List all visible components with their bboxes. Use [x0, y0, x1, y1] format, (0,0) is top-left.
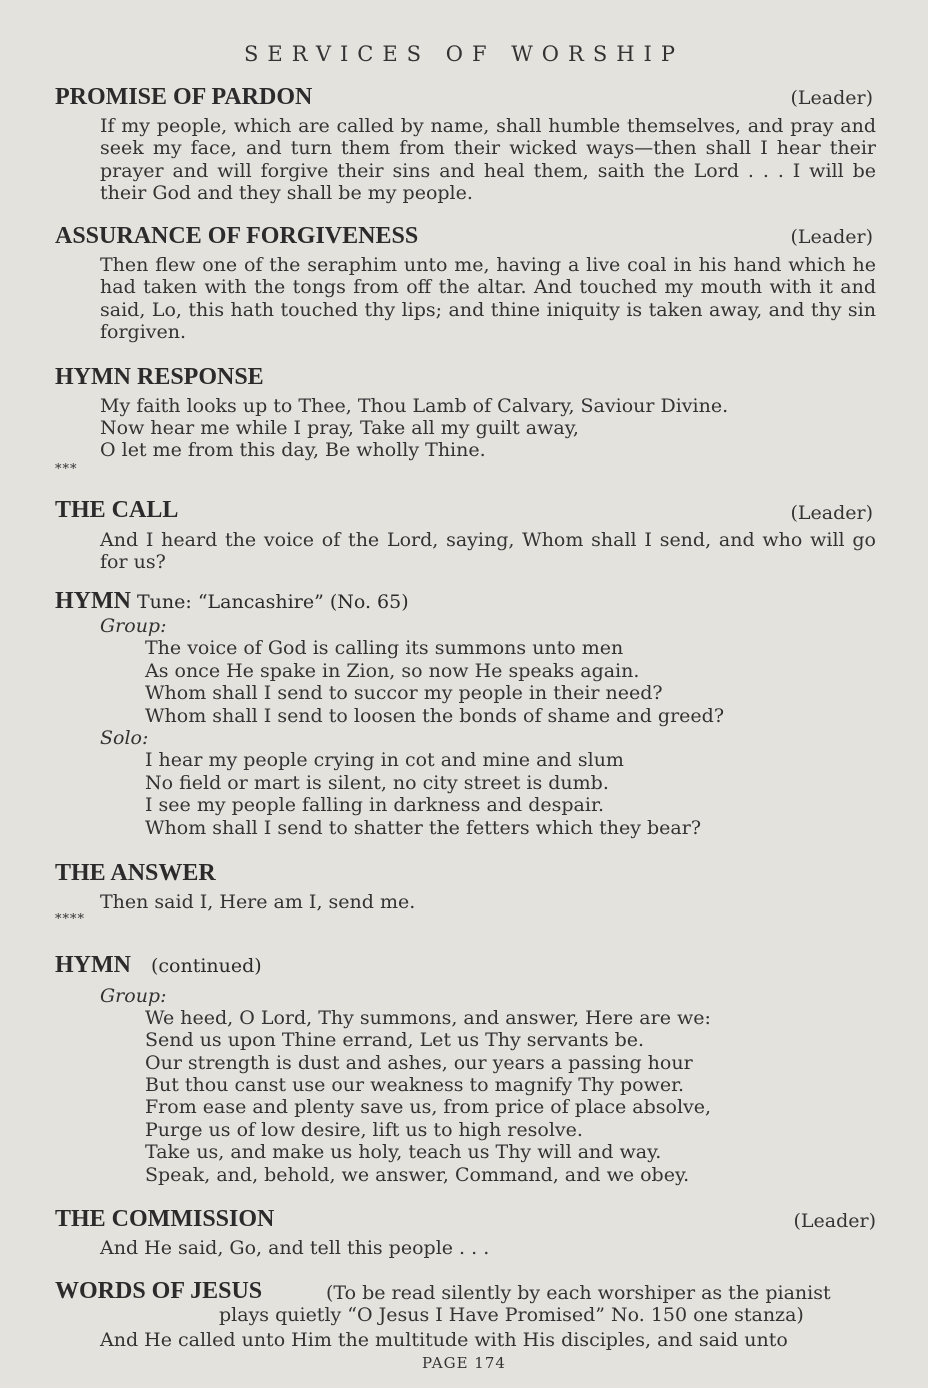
- role-leader: (Leader): [790, 502, 873, 524]
- hymn-line: Whom shall I send to succor my people in their need?: [145, 682, 663, 704]
- hymn-line: Purge us of low desire, lift us to high resolve.: [145, 1119, 583, 1141]
- hymn-line: I see my people falling in darkness and despair.: [145, 794, 604, 816]
- role-leader: (Leader): [793, 1210, 876, 1232]
- role-leader: (Leader): [790, 226, 873, 248]
- hymn-response-line: Now hear me while I pray, Take all my guilt away,: [100, 417, 579, 439]
- section-divider-stars: ***: [55, 462, 78, 477]
- heading-promise-of-pardon: PROMISE OF PARDON: [55, 84, 313, 110]
- role-leader: (Leader): [790, 87, 873, 109]
- heading-hymn-continued: [55, 952, 262, 979]
- hymn-line: The voice of God is calling its summons unto men: [145, 637, 624, 659]
- hymn-line: No field or mart is silent, no city street is dumb.: [145, 772, 609, 794]
- words-note: (To be read silently by each worshiper as the pianist: [326, 1282, 831, 1304]
- heading-hymn-response: HYMN RESPONSE: [55, 364, 264, 390]
- hymn-title: HYMN: [55, 588, 131, 614]
- section-divider-stars: ****: [55, 912, 85, 927]
- heading-the-call: THE CALL: [55, 497, 179, 523]
- hymn-line: But thou canst use our weakness to magnify Thy power.: [145, 1074, 685, 1096]
- hymn-title: HYMN: [55, 952, 131, 978]
- hymn-continued-note: (continued): [150, 955, 262, 977]
- hymn-line: As once He spake in Zion, so now He speaks again.: [145, 660, 640, 682]
- words-text: And He called unto Him the multitude with His disciples, and said unto: [100, 1329, 788, 1351]
- group-label: Group:: [100, 615, 167, 637]
- group-label: Group:: [100, 985, 167, 1007]
- heading-assurance-of-forgiveness: ASSURANCE OF FORGIVENESS: [55, 223, 419, 249]
- solo-label: Solo:: [100, 727, 149, 749]
- hymn-line: Speak, and, behold, we answer, Command, and we obey.: [145, 1164, 690, 1186]
- hymn-line: We heed, O Lord, Thy summons, and answer, Here are we:: [145, 1007, 711, 1029]
- hymn-response-line: My faith looks up to Thee, Thou Lamb of Calvary, Saviour Divine.: [100, 395, 729, 417]
- words-note: plays quietly “O Jesus I Have Promised” No. 150 one stanza): [219, 1304, 804, 1326]
- hymn-line: Take us, and make us holy, teach us Thy will and way.: [145, 1141, 662, 1163]
- heading-words-of-jesus: WORDS OF JESUS: [55, 1278, 263, 1304]
- call-text: And I heard the voice of the Lord, saying, Whom shall I send, and who will go for us?: [100, 529, 876, 574]
- hymn-line: Send us upon Thine errand, Let us Thy servants be.: [145, 1029, 645, 1051]
- heading-the-answer: THE ANSWER: [55, 860, 216, 886]
- hymn-tune: Tune: “Lancashire” (No. 65): [136, 591, 409, 613]
- running-head: SERVICES OF WORSHIP: [244, 42, 684, 66]
- assurance-text: Then flew one of the seraphim unto me, having a live coal in his hand which he had taken with the tongs from off the altar. And touched my mouth with it and said, Lo, this hath touched thy lips; and thine iniquity is taken away, and thy sin forgiven.: [100, 254, 876, 344]
- answer-text: Then said I, Here am I, send me.: [100, 891, 416, 913]
- heading-hymn: [55, 588, 409, 615]
- commission-text: And He said, Go, and tell this people . . .: [100, 1237, 490, 1259]
- page-number: PAGE 174: [422, 1354, 506, 1372]
- hymn-line: Whom shall I send to shatter the fetters which they bear?: [145, 817, 702, 839]
- hymn-line: Whom shall I send to loosen the bonds of shame and greed?: [145, 705, 725, 727]
- hymn-line: I hear my people crying in cot and mine and slum: [145, 749, 624, 771]
- pardon-text: If my people, which are called by name, shall humble themselves, and pray and seek my face, and turn them from their wicked ways—then shall I hear their prayer and will forgive their sins and heal them, saith the Lord . . . I will be their God and they shall be my people.: [100, 115, 876, 205]
- hymn-response-line: O let me from this day, Be wholly Thine.: [100, 439, 486, 461]
- hymn-line: From ease and plenty save us, from price of place absolve,: [145, 1096, 712, 1118]
- hymn-line: Our strength is dust and ashes, our years a passing hour: [145, 1052, 693, 1074]
- heading-the-commission: THE COMMISSION: [55, 1206, 275, 1232]
